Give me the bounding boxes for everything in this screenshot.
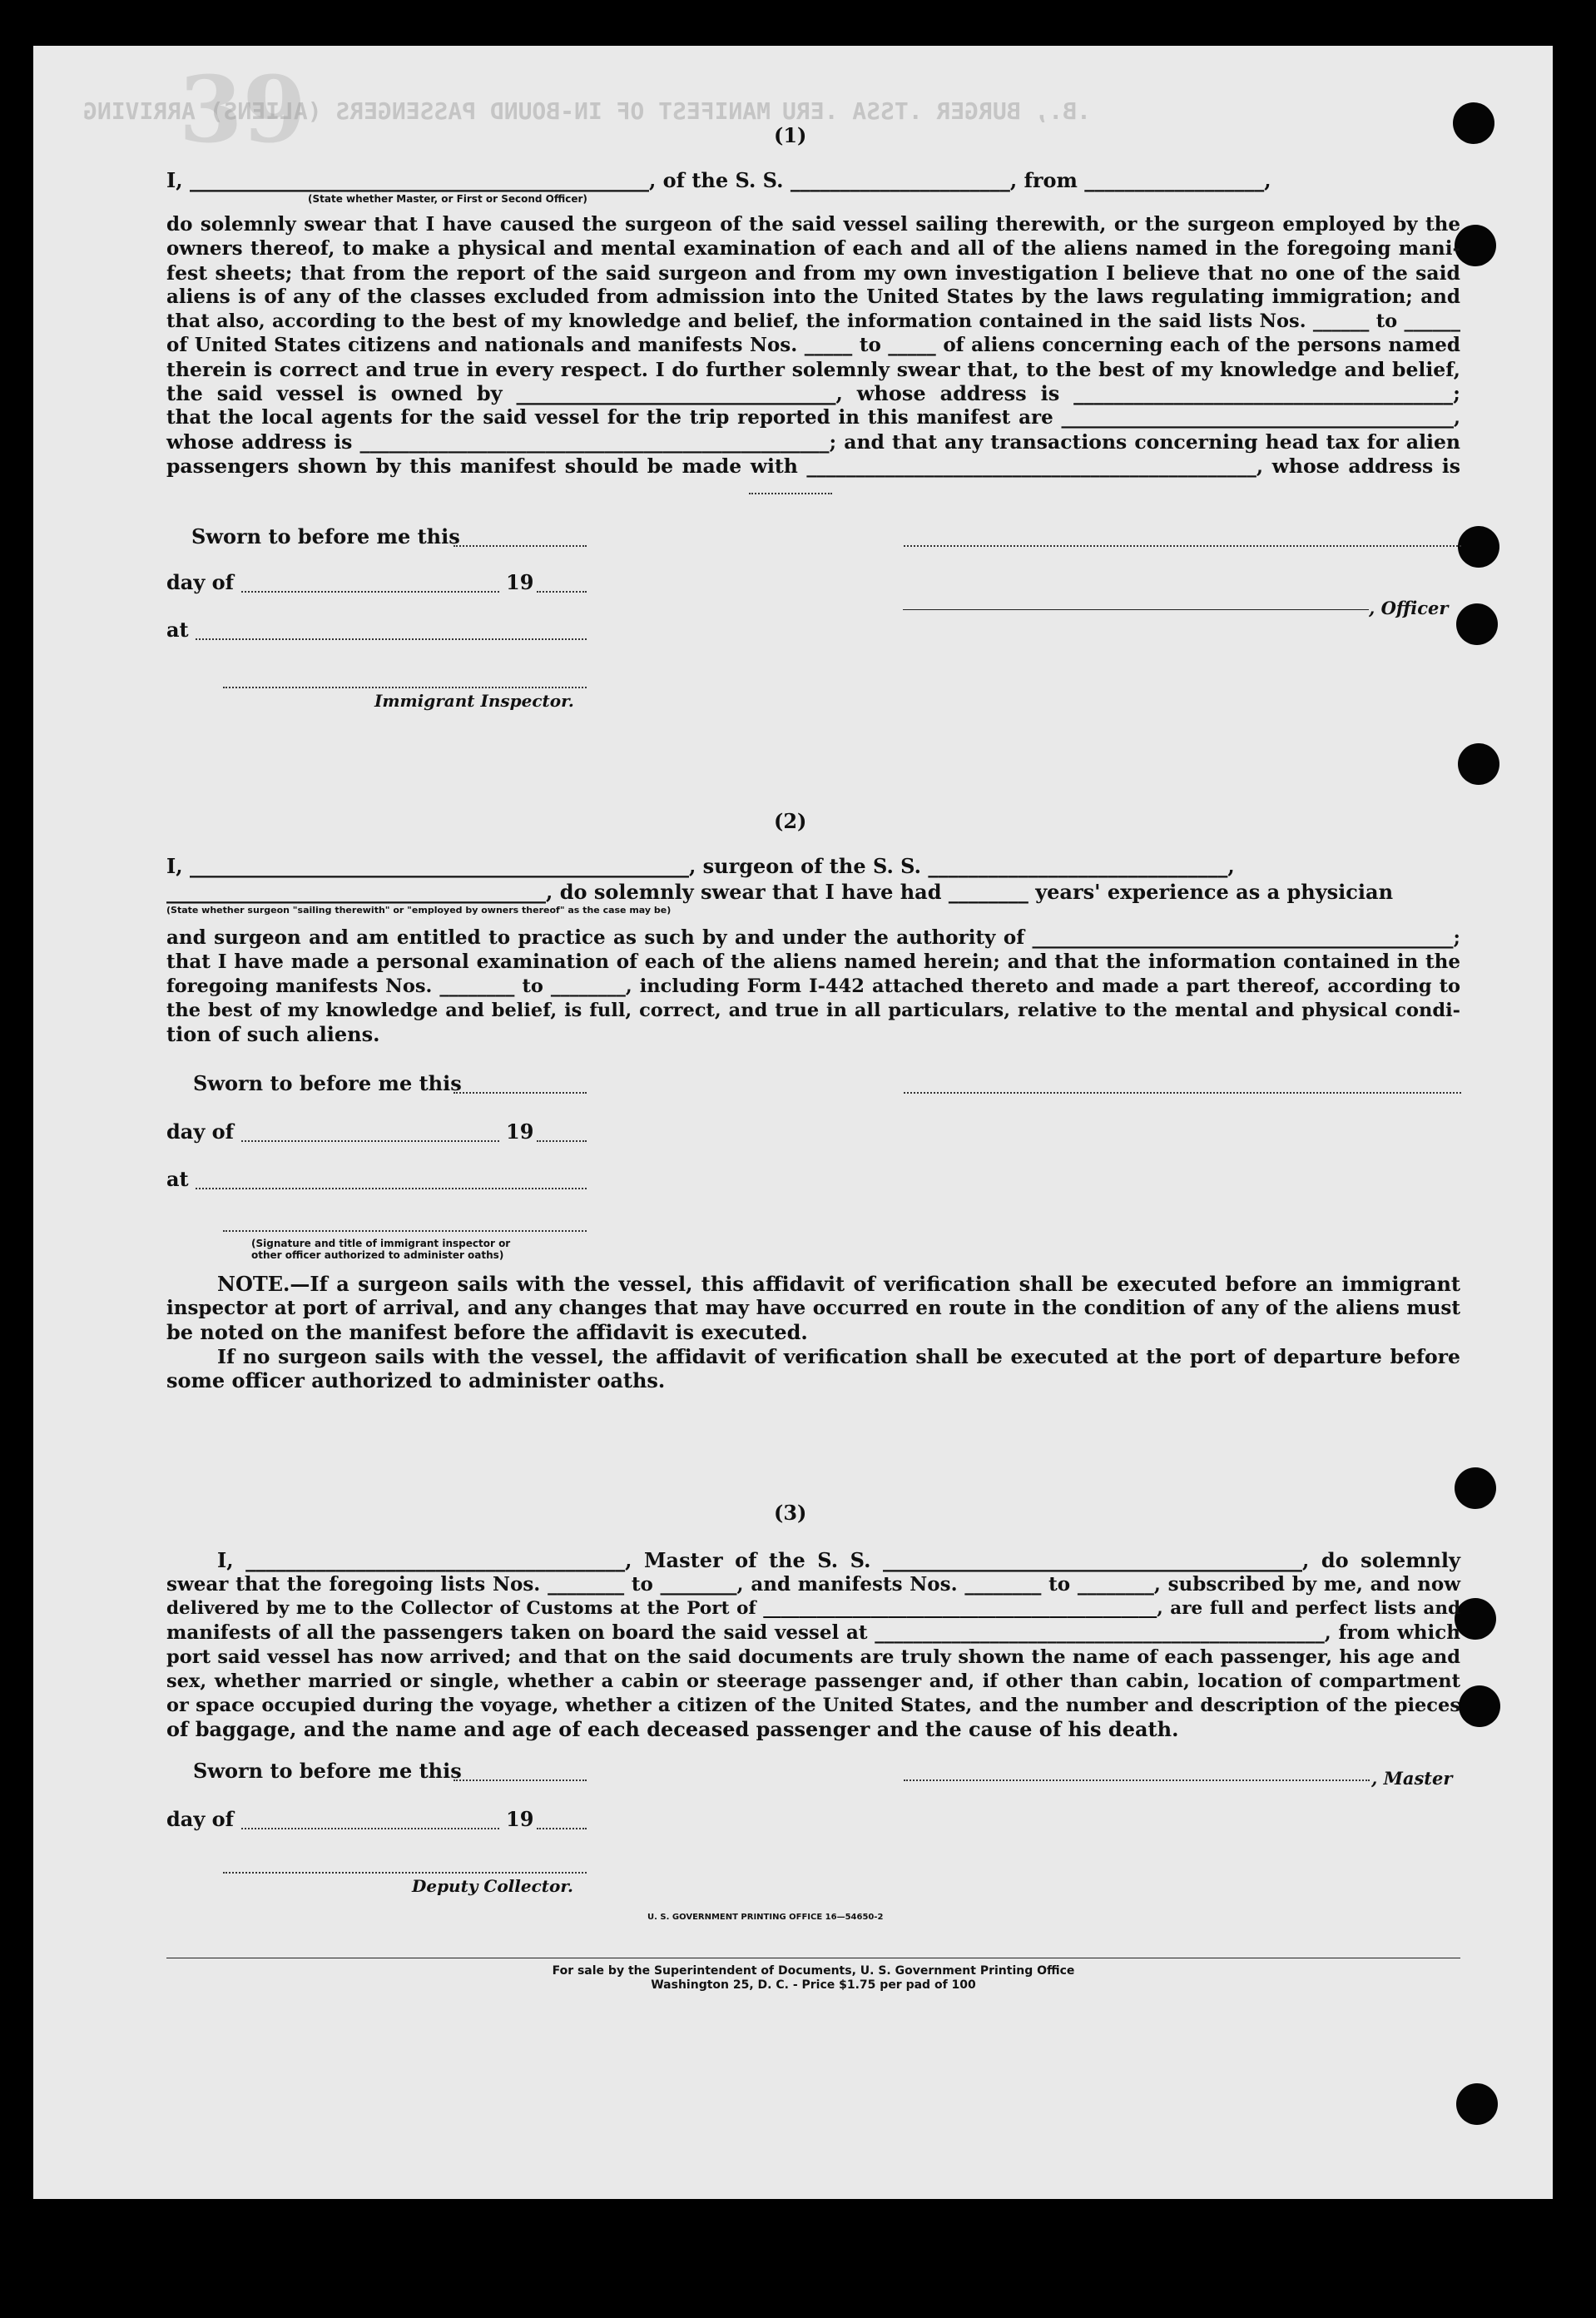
- officer-label: , Officer: [1369, 598, 1449, 618]
- month-field[interactable]: [241, 1828, 499, 1829]
- bleed-through-text: .B., BURGER .TSSA .ERU: [782, 97, 1091, 125]
- sworn-day-field[interactable]: [454, 545, 587, 547]
- inspector-label: Immigrant Inspector.: [374, 691, 574, 711]
- punch-hole: [1456, 603, 1498, 645]
- punch-hole: [1455, 1598, 1496, 1640]
- section-3-line: port said vessel has now arrived; and that on the said documents are truly shown the name of each passenger, his age and: [166, 1646, 1460, 1668]
- punch-hole: [1458, 526, 1499, 568]
- section-1-line: the said vessel is owned by ________________________________, whose address is ______________________________________;: [166, 381, 1460, 405]
- place-field[interactable]: [196, 638, 587, 640]
- inspector-signature-field[interactable]: [223, 687, 587, 688]
- section-1-line: whose address is ________________________________________________; and that any transactions concerning head tax for alien: [166, 430, 1460, 454]
- officer-signature-field[interactable]: [904, 545, 1461, 547]
- section-2-line: the best of my knowledge and belief, is full, correct, and true in all particulars, relative to the mental and physical condi-: [166, 1000, 1460, 1021]
- note-line: If no surgeon sails with the vessel, the affidavit of verification shall be executed at the port of departure before: [217, 1345, 1460, 1368]
- sworn-label: Sworn to before me this: [193, 1759, 462, 1783]
- section-2-line: tion of such aliens.: [166, 1022, 380, 1046]
- surgeon-note: (State whether surgeon "sailing therewith" or "employed by owners thereof" as the case may be): [166, 905, 672, 916]
- note-line: some officer authorized to administer oaths.: [166, 1368, 666, 1392]
- punch-hole: [1458, 743, 1499, 785]
- year-field[interactable]: [537, 591, 587, 593]
- surgeon-signature-field[interactable]: [904, 1092, 1461, 1094]
- signature-note: (Signature and title of immigrant inspector or: [251, 1238, 511, 1249]
- sworn-day-field[interactable]: [454, 1779, 587, 1781]
- section-1-line: therein is correct and true in every respect. I do further solemnly swear that, to the best of my knowledge and belief,: [166, 358, 1460, 381]
- master-signature-field[interactable]: [904, 1779, 1370, 1781]
- sale-notice: For sale by the Superintendent of Documents, U. S. Government Printing Office: [552, 1964, 1075, 1978]
- section-3-line: swear that the foregoing lists Nos. ________ to ________, and manifests Nos. ________ to ________, subscribed by me, and now: [166, 1573, 1460, 1596]
- inspector-signature-field[interactable]: [223, 1230, 587, 1232]
- bleed-through-text: MANIFEST OF IN-BOUND PASSENGERS (ALIENS) ARRIVING: [83, 97, 771, 125]
- sworn-label: Sworn to before me this: [193, 1071, 462, 1095]
- year-field[interactable]: [537, 1140, 587, 1142]
- month-field[interactable]: [241, 1140, 499, 1142]
- year-prefix: 19: [506, 1119, 534, 1144]
- section-1-line: fest sheets; that from the report of the said surgeon and from my own investigation I believe that no one of the said: [166, 261, 1460, 285]
- section-1-line: passengers shown by this manifest should be made with ______________________________________________, whose address is: [166, 454, 1460, 478]
- punch-hole: [1459, 1685, 1500, 1727]
- surgeon-experience-line: ______________________________________, do solemnly swear that I have had ________ years' experience as a physician: [166, 880, 1394, 904]
- note-line: NOTE.—If a surgeon sails with the vessel, this affidavit of verification shall be executed before an immigrant: [217, 1272, 1460, 1296]
- section-2-line: that I have made a personal examination of each of the aliens named herein; and that the information contained in the: [166, 951, 1460, 973]
- at-label: at: [166, 618, 189, 642]
- section-1-line: do solemnly swear that I have caused the surgeon of the said vessel sailing therewith, or the surgeon employed by the: [166, 213, 1460, 236]
- section-2-line: foregoing manifests Nos. ________ to ________, including Form I-442 attached thereto and made a part thereof, according to: [166, 975, 1460, 997]
- bleed-through-mark: 39: [179, 56, 307, 163]
- note-line: inspector at port of arrival, and any changes that may have occurred en route in the condition of any of the aliens must: [166, 1297, 1460, 1319]
- master-label: , Master: [1371, 1768, 1453, 1789]
- section-2-heading: (2): [774, 809, 807, 833]
- deputy-label: Deputy Collector.: [412, 1876, 574, 1896]
- section-3-line: manifests of all the passengers taken on board the said vessel at _______________________________________________, from which: [166, 1621, 1460, 1644]
- signature-note: other officer authorized to administer oaths): [251, 1249, 504, 1261]
- place-field[interactable]: [196, 1188, 587, 1189]
- day-of-label: day of: [166, 1807, 234, 1831]
- sworn-day-field[interactable]: [454, 1092, 587, 1094]
- deputy-signature-field[interactable]: [223, 1872, 587, 1874]
- surgeon-oath-line: I, __________________________________________________, surgeon of the S. S. ______________________________,: [166, 854, 1235, 878]
- officer-signature-line[interactable]: [903, 609, 1369, 610]
- form-page: [33, 46, 1553, 2199]
- punch-hole: [1453, 102, 1494, 144]
- section-1-line: of United States citizens and nationals and manifests Nos. _____ to _____ of aliens concerning each of the persons named: [166, 334, 1460, 356]
- day-of-label: day of: [166, 570, 234, 594]
- month-field[interactable]: [241, 591, 499, 593]
- section-3-heading: (3): [774, 1501, 807, 1525]
- section-2-line: and surgeon and am entitled to practice as such by and under the authority of ____________________________________________;: [166, 926, 1460, 949]
- section-1-line: that the local agents for the said vessel for the trip reported in this manifest are _________________________________________,: [166, 406, 1460, 429]
- punch-hole: [1455, 225, 1496, 266]
- continuation-rule: [749, 493, 832, 494]
- section-1-line: that also, according to the best of my knowledge and belief, the information contained in the said lists Nos. ______ to ______: [166, 310, 1460, 332]
- section-1-heading: (1): [774, 123, 807, 147]
- section-3-line: sex, whether married or single, whether a cabin or steerage passenger and, if other than cabin, location of compartment: [166, 1670, 1460, 1692]
- section-1-line: owners thereof, to make a physical and mental examination of each and all of the aliens named in the foregoing mani-: [166, 237, 1460, 260]
- punch-hole: [1455, 1467, 1496, 1509]
- note-line: be noted on the manifest before the affidavit is executed.: [166, 1320, 808, 1344]
- section-3-line: I, ______________________________________, Master of the S. S. __________________________________________, do solemnly: [217, 1548, 1460, 1572]
- sale-notice: Washington 25, D. C. - Price $1.75 per pad of 100: [651, 1978, 976, 1992]
- day-of-label: day of: [166, 1119, 234, 1144]
- printing-office-imprint: U. S. GOVERNMENT PRINTING OFFICE 16—54650-2: [647, 1913, 884, 1922]
- punch-hole: [1456, 2083, 1498, 2125]
- master-rank-note: (State whether Master, or First or Second Officer): [308, 193, 587, 205]
- master-oath-line: I, ______________________________________________, of the S. S. ______________________, from __________________,: [166, 168, 1271, 192]
- section-3-line: delivered by me to the Collector of Customs at the Port of ____________________________________________, are full and perfect lists and: [166, 1598, 1460, 1619]
- section-3-line: or space occupied during the voyage, whether a citizen of the United States, and the number and description of the pieces: [166, 1695, 1460, 1716]
- year-field[interactable]: [537, 1828, 587, 1829]
- section-1-line: aliens is of any of the classes excluded from admission into the United States by the laws regulating immigration; and: [166, 285, 1460, 308]
- sworn-label: Sworn to before me this: [191, 524, 460, 548]
- year-prefix: 19: [506, 1807, 534, 1831]
- section-3-line: of baggage, and the name and age of each deceased passenger and the cause of his death.: [166, 1717, 1179, 1741]
- at-label: at: [166, 1167, 189, 1191]
- year-prefix: 19: [506, 570, 534, 594]
